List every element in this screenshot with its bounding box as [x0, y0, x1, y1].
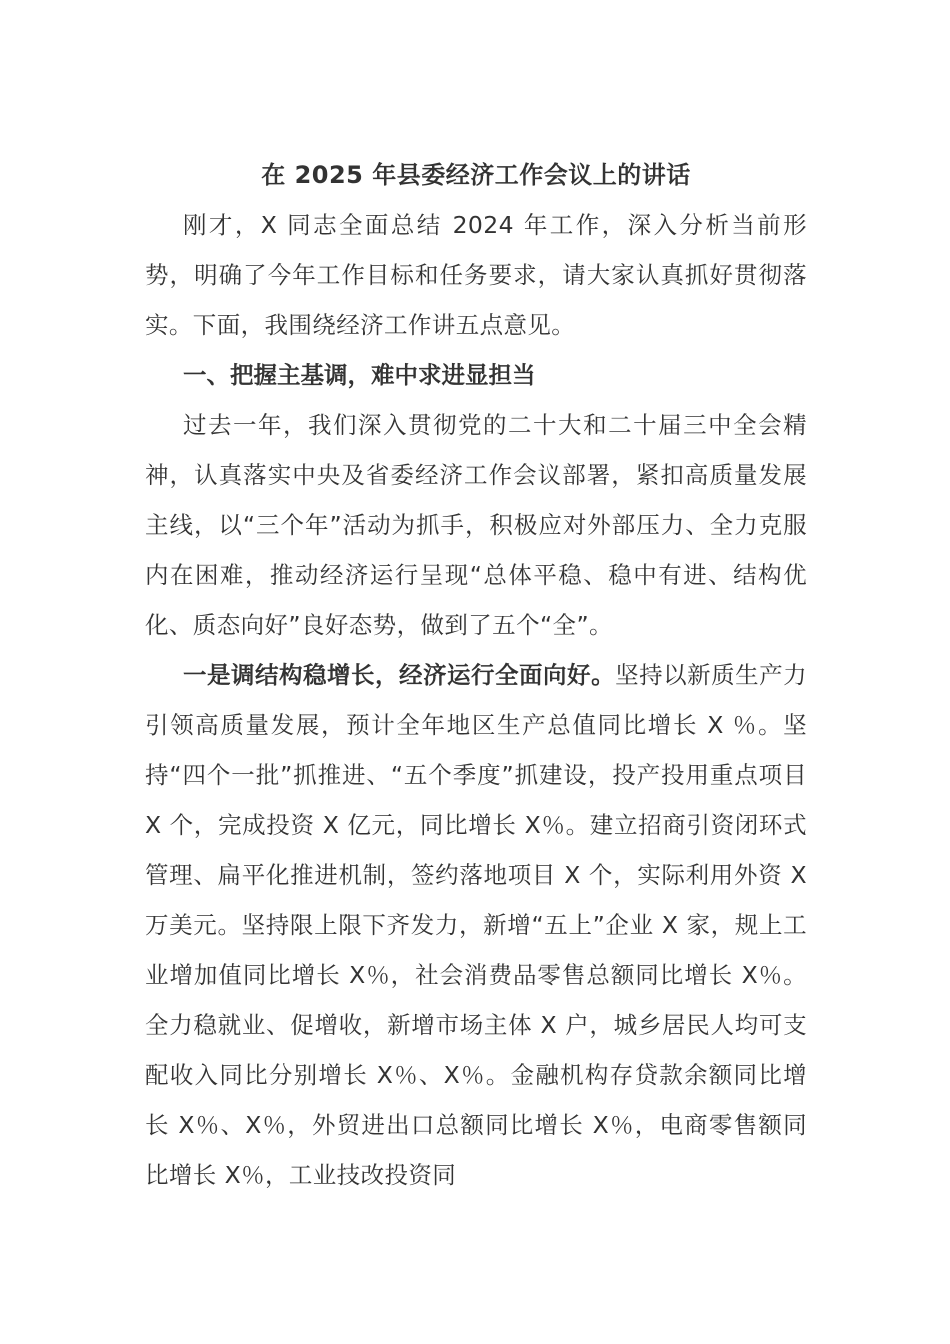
point-1-paragraph [145, 650, 807, 1200]
document-page [145, 150, 807, 1200]
section-1-heading: 一、把握主基调，难中求进显担当 [183, 361, 536, 389]
document-title: 在 2025 年县委经济工作会议上的讲话 [261, 161, 691, 189]
intro-paragraph: 刚才，X 同志全面总结 2024 年工作，深入分析当前形势，明确了今年工作目标和任务要求，请大家认真抓好贯彻落实。下面，我围绕经济工作讲五点意见。 [145, 211, 807, 339]
section-1-paragraph: 过去一年，我们深入贯彻党的二十大和二十届三中全会精神，认真落实中央及省委经济工作会议部署，紧扣高质量发展主线，以“三个年”活动为抓手，积极应对外部压力、全力克服内在困难，推动经济运行呈现“总体平稳、稳中有进、结构优化、质态向好”良好态势，做到了五个“全”。 [145, 411, 807, 639]
point-1-body: 坚持以新质生产力引领高质量发展，预计全年地区生产总值同比增长 X ％。坚持“四个一批”抓推进、“五个季度”抓建设，投产投用重点项目 X 个，完成投资 X 亿元，同比增长 X％。建立招商引资闭环式管理、扁平化推进机制，签约落地项目 X 个，实际利用外资 X 万美元。坚持限上限下齐发力，新增“五上”企业 X 家，规上工业增加值同比增长 X％，社会消费品零售总额同比增长 X％。全力稳就业、促增收，新增市场主体 X 户，城乡居民人均可支配收入同比分别增长 X％、X％。金融机构存贷款余额同比增长 X％、X％，外贸进出口总额同比增长 X％，电商零售额同比增长 X％，工业技改投资同 [145, 661, 808, 1189]
point-1-lead: 一是调结构稳增长，经济运行全面向好。 [183, 661, 616, 689]
